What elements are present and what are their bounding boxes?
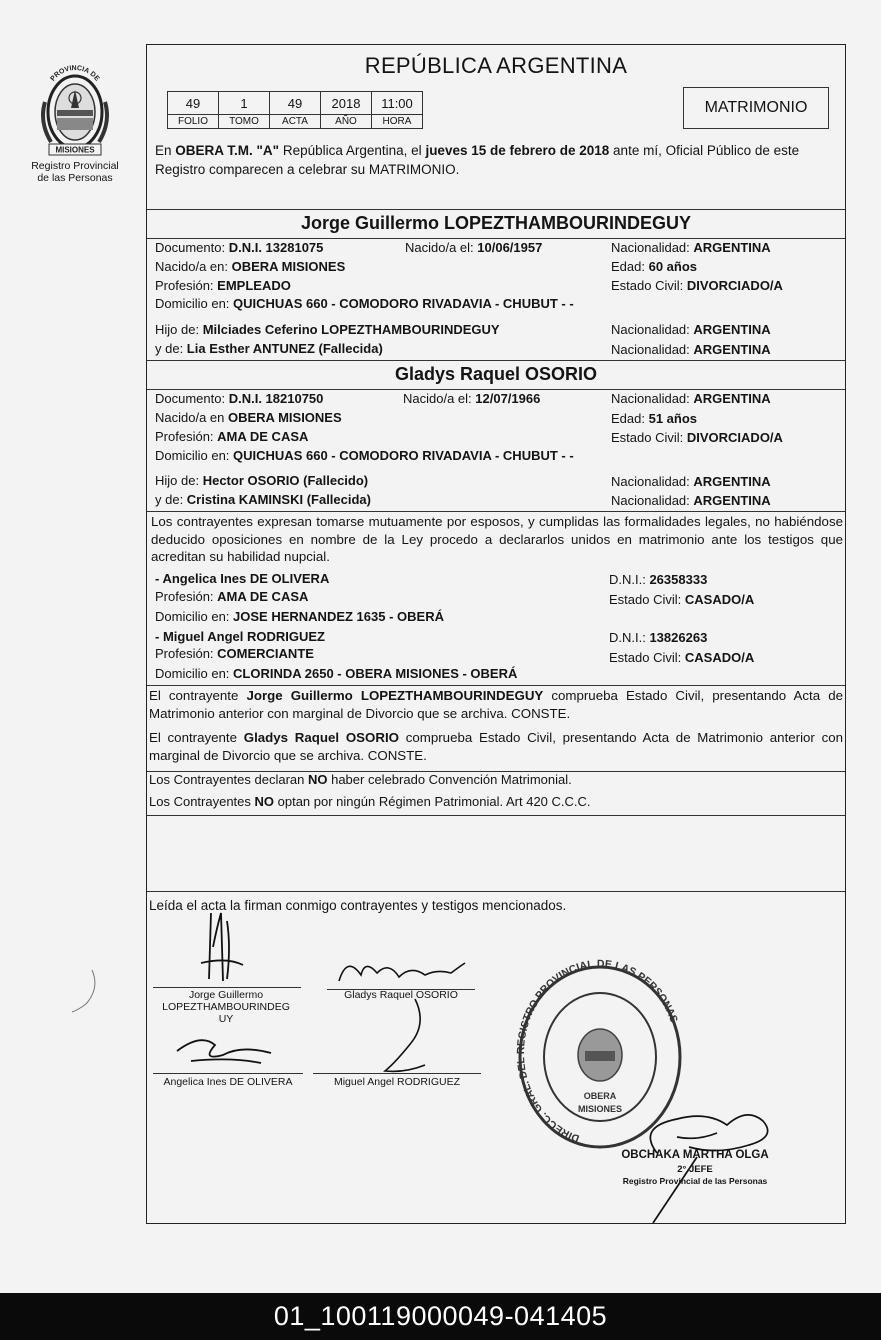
spouse2-address: Domicilio en: QUICHUAS 660 - COMODORO RIVADAVIA - CHUBUT - - — [155, 448, 574, 463]
signature-scribble-1 — [187, 907, 257, 991]
hora-value: 11:00 — [372, 92, 423, 115]
witness2-name: - Miguel Angel RODRIGUEZ — [155, 629, 325, 644]
signature-scribble-3 — [171, 1031, 281, 1067]
intro-text-1: En — [155, 143, 176, 158]
signature-scribble-4 — [375, 993, 445, 1079]
signature-label-4: Miguel Angel RODRIGUEZ — [333, 1076, 461, 1088]
emblem-caption-line2: de las Personas — [37, 172, 113, 184]
misiones-coat-of-arms-icon — [35, 62, 115, 158]
spouse2-father: Hijo de: Hector OSORIO (Fallecido) — [155, 473, 369, 488]
officer-signature-scribble — [617, 1097, 787, 1227]
spouse1-mother: y de: Lia Esther ANTUNEZ (Fallecida) — [155, 341, 383, 356]
witness1-profession: Profesión: AMA DE CASA — [155, 589, 309, 604]
witness2-address: Domicilio en: CLORINDA 2650 - OBERA MISIONES - OBERÁ — [155, 666, 518, 681]
spouse2-profession: Profesión: AMA DE CASA — [155, 429, 309, 444]
tomo-label: TOMO — [219, 115, 270, 129]
spouse1-father: Hijo de: Milciades Ceferino LOPEZTHAMBOURINDEGUY — [155, 322, 500, 337]
spouse2-mother-nationality: Nacionalidad: ARGENTINA — [611, 493, 771, 508]
spouse1-document: Documento: D.N.I. 13281075 — [155, 240, 324, 255]
witness2-civil-status: Estado Civil: CASADO/A — [609, 650, 755, 665]
signature-line-1 — [153, 987, 301, 988]
emblem-caption-line1: Registro Provincial — [31, 160, 119, 172]
declaration-paragraph: Los contrayentes expresan tomarse mutuamente por esposos, y cumplidas las formalidades legales, no habiéndose deducido oposiciones en nombre de la Ley procedo a declararlos unidos en matrimonio ante los testigos que acreditan su habilidad nupcial. — [151, 514, 843, 564]
certificate-frame — [146, 44, 846, 1224]
anio-value: 2018 — [321, 92, 372, 115]
spouse1-profession: Profesión: EMPLEADO — [155, 278, 291, 293]
officer-office: Registro Provincial de las Personas — [622, 1176, 768, 1186]
divider — [147, 511, 845, 512]
divider — [147, 238, 845, 239]
signature-line-3 — [153, 1073, 303, 1074]
record-type-box — [683, 87, 829, 129]
emblem-arc-text: PROVINCIA DE — [49, 64, 101, 83]
anio-label: AÑO — [321, 115, 372, 129]
folio-label: FOLIO — [168, 115, 219, 129]
officer-role: 2° JEFE — [677, 1164, 713, 1175]
spouse1-address: Domicilio en: QUICHUAS 660 - COMODORO RIVADAVIA - CHUBUT - - — [155, 296, 574, 311]
hora-label: HORA — [372, 115, 423, 129]
seal-ring-text: DIRECC. GRAL. DEL REGISTRO PROVINCIAL DE LAS PERSONAS — [515, 959, 680, 1145]
document-code: 01_100119000049-041405 — [273, 1301, 608, 1331]
intro-paragraph — [155, 141, 841, 179]
convention-statement: Los Contrayentes declaran NO haber celebrado Convención Matrimonial. — [149, 772, 572, 787]
acta-label: ACTA — [270, 115, 321, 129]
witness1-civil-status: Estado Civil: CASADO/A — [609, 592, 755, 607]
spouse1-father-nationality: Nacionalidad: ARGENTINA — [611, 322, 771, 337]
emblem-caption — [28, 160, 122, 184]
emblem-bottom-text: MISIONES — [55, 145, 95, 155]
signature-label-2: Gladys Raquel OSORIO — [344, 989, 458, 1001]
spouse1-nationality: Nacionalidad: ARGENTINA — [611, 240, 771, 255]
spouse2-document: Documento: D.N.I. 18210750 — [155, 391, 324, 406]
acta-value: 49 — [270, 92, 321, 115]
signature-scribble-2 — [333, 951, 473, 993]
spouse2-name: Gladys Raquel OSORIO — [394, 364, 598, 384]
signature-label-1: Jorge Guillermo LOPEZTHAMBOURINDEG UY — [162, 989, 290, 1025]
provincial-emblem — [28, 62, 122, 184]
document-title: REPÚBLICA ARGENTINA — [364, 53, 628, 78]
spouse1-civil-status: Estado Civil: DIVORCIADO/A — [611, 278, 783, 293]
spouse2-father-nationality: Nacionalidad: ARGENTINA — [611, 474, 771, 489]
spouse2-age: Edad: 51 años — [611, 411, 698, 426]
folio-value: 49 — [168, 92, 219, 115]
divider — [147, 685, 845, 686]
intro-date: jueves 15 de febrero de 2018 — [425, 143, 610, 158]
regime-statement: Los Contrayentes NO optan por ningún Régimen Patrimonial. Art 420 C.C.C. — [149, 794, 591, 809]
divider — [147, 891, 845, 892]
record-type: MATRIMONIO — [704, 99, 808, 116]
closing-statement: Leída el acta la firman conmigo contrayentes y testigos mencionados. — [149, 898, 567, 913]
seal-inner-bottom: MISIONES — [577, 1104, 623, 1114]
witness2-dni: D.N.I.: 13826263 — [609, 630, 708, 645]
signature-label-3: Angelica Ines DE OLIVERA — [163, 1076, 293, 1088]
svg-text:PROVINCIA DE — [50, 65, 101, 83]
witness1-dni: D.N.I.: 26358333 — [609, 572, 708, 587]
spouse2-birthdate: Nacido/a el: 12/07/1966 — [403, 391, 541, 406]
witness2-profession: Profesión: COMERCIANTE — [155, 646, 314, 661]
margin-pencil-mark — [66, 968, 100, 1014]
tomo-value: 1 — [219, 92, 270, 115]
officer-name: OBCHAKA MARTHA OLGA — [621, 1149, 769, 1161]
intro-place: OBERA T.M. "A" — [175, 143, 280, 158]
seal-inner-top: OBERA — [583, 1091, 617, 1101]
divider — [147, 815, 845, 816]
reference-table — [167, 91, 423, 129]
spouse1-mother-nationality: Nacionalidad: ARGENTINA — [611, 342, 771, 357]
signature-line-4 — [313, 1073, 481, 1074]
witness1-address: Domicilio en: JOSE HERNANDEZ 1635 - OBERÁ — [155, 609, 444, 624]
spouse2-nationality: Nacionalidad: ARGENTINA — [611, 391, 771, 406]
civil-status-proof-2: El contrayente Gladys Raquel OSORIO comprueba Estado Civil, presentando Acta de Matrimonio anterior con marginal de Divorcio que se archiva. CONSTE. — [149, 730, 844, 763]
spouse2-mother: y de: Cristina KAMINSKI (Fallecida) — [155, 492, 371, 507]
spouse1-birthdate: Nacido/a el: 10/06/1957 — [405, 240, 543, 255]
divider — [147, 389, 845, 390]
spouse2-civil-status: Estado Civil: DIVORCIADO/A — [611, 430, 783, 445]
witness1-name: - Angelica Ines DE OLIVERA — [155, 571, 330, 586]
civil-status-proof-1: El contrayente Jorge Guillermo LOPEZTHAMBOURINDEGUY comprueba Estado Civil, presentando Acta de Matrimonio anterior con marginal de Divorcio que se archiva. CONSTE. — [149, 688, 843, 721]
spouse1-birthplace: Nacido/a en: OBERA MISIONES — [155, 259, 346, 274]
divider — [147, 360, 845, 361]
intro-text-2: República Argentina, el — [279, 143, 426, 158]
spouse1-age: Edad: 60 años — [611, 259, 698, 274]
divider — [147, 209, 845, 210]
document-code-bar — [0, 1293, 881, 1340]
spouse1-name: Jorge Guillermo LOPEZTHAMBOURINDEGUY — [300, 213, 692, 233]
spouse2-birthplace: Nacido/a en OBERA MISIONES — [155, 410, 342, 425]
intro-text-3: ante mí, Oficial Público de este Registro comparecen a celebrar su MATRIMONIO. — [155, 143, 800, 177]
